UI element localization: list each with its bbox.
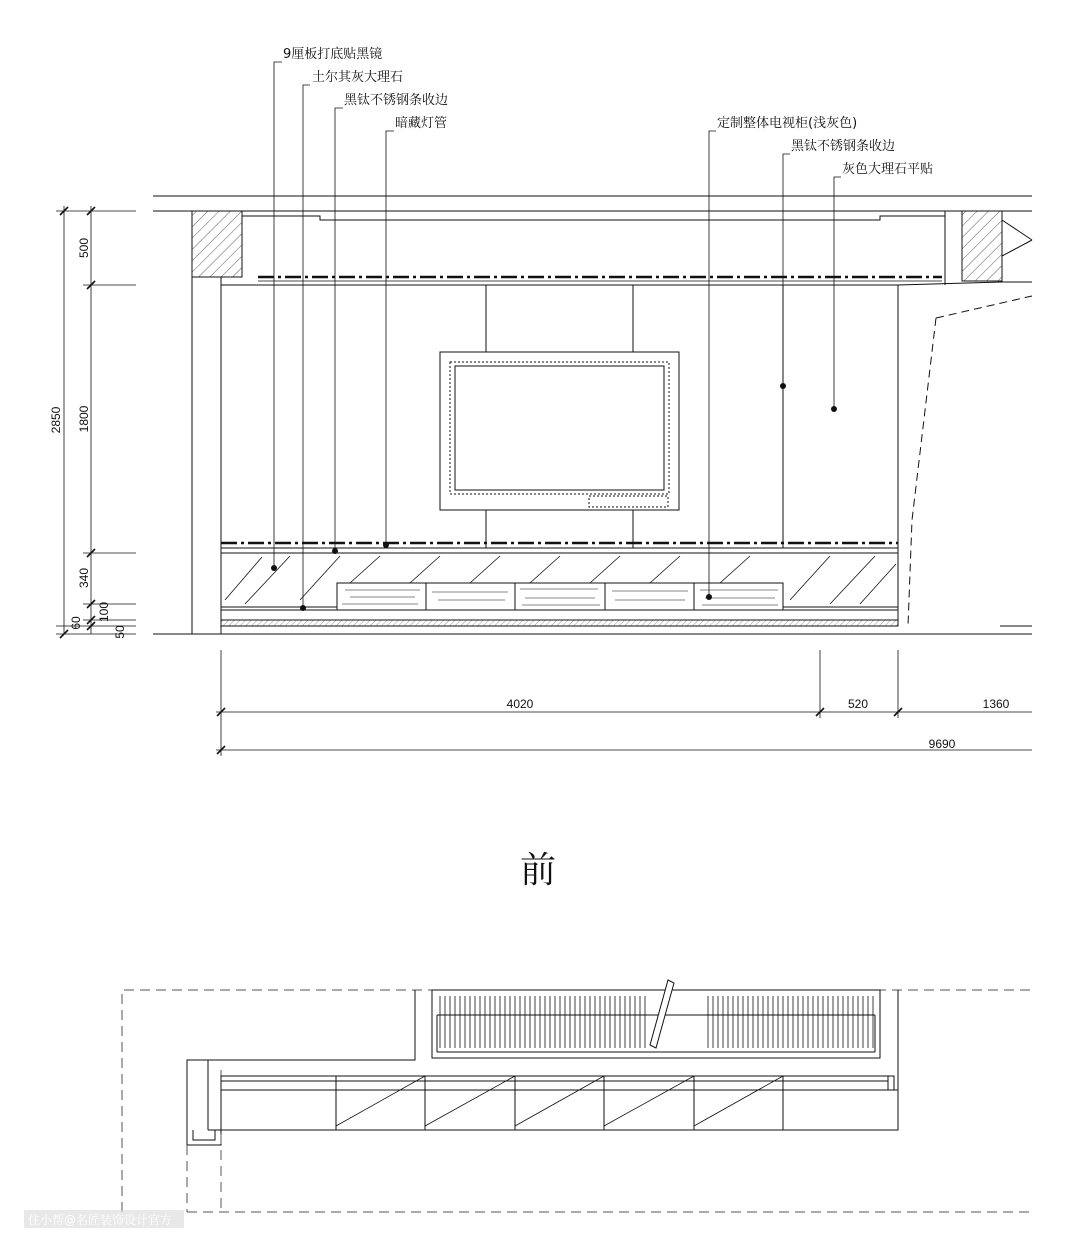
label-black-mirror: 9厘板打底贴黑镜: [283, 47, 383, 62]
label-tv-cabinet: 定制整体电视柜(浅灰色): [717, 116, 858, 131]
dim-520: 520: [847, 697, 869, 711]
tv-outline: [440, 352, 679, 510]
label-grey-marble-flat: 灰色大理石平贴: [842, 162, 934, 177]
dim-340: 340: [77, 567, 91, 589]
tv-screen: [450, 362, 669, 494]
dim-50: 50: [113, 625, 127, 639]
watermark: [24, 1210, 184, 1228]
view-title: 前: [519, 850, 557, 891]
leader-lines: [274, 62, 841, 608]
dimension-labels: [49, 238, 1010, 751]
dim-100: 100: [97, 601, 111, 623]
dim-total-height: 2850: [49, 406, 63, 434]
dim-1360: 1360: [982, 697, 1010, 711]
dim-1800: 1800: [77, 405, 91, 433]
plan-dashed-boundary: [122, 990, 1032, 1212]
label-hidden-light: 暗藏灯管: [395, 116, 448, 131]
label-steel-trim-right: 黑钛不锈钢条收边: [791, 139, 896, 154]
right-column-section: [962, 211, 1002, 281]
dim-60: 60: [69, 616, 83, 630]
left-column-section: [192, 211, 242, 277]
annotation-labels: [283, 46, 933, 177]
base-strip: [221, 610, 898, 620]
floor-finish: [221, 620, 898, 626]
tv-cabinet: [337, 583, 783, 610]
dim-4020: 4020: [506, 697, 534, 711]
plan-view: [122, 980, 1032, 1212]
label-turkish-grey-marble: 土尔其灰大理石: [312, 70, 404, 85]
dim-500: 500: [77, 237, 91, 259]
horizontal-dimensions: [216, 650, 1032, 756]
watermark-text: 住小帮@名匠装饰设计官方: [28, 1213, 173, 1227]
label-steel-trim-left: 黑钛不锈钢条收边: [344, 93, 449, 108]
plan-cabinet-top: [221, 1076, 894, 1090]
dim-9690: 9690: [928, 737, 956, 751]
vertical-dimensions: [56, 206, 136, 634]
plan-cabinet-body: [221, 1090, 898, 1130]
